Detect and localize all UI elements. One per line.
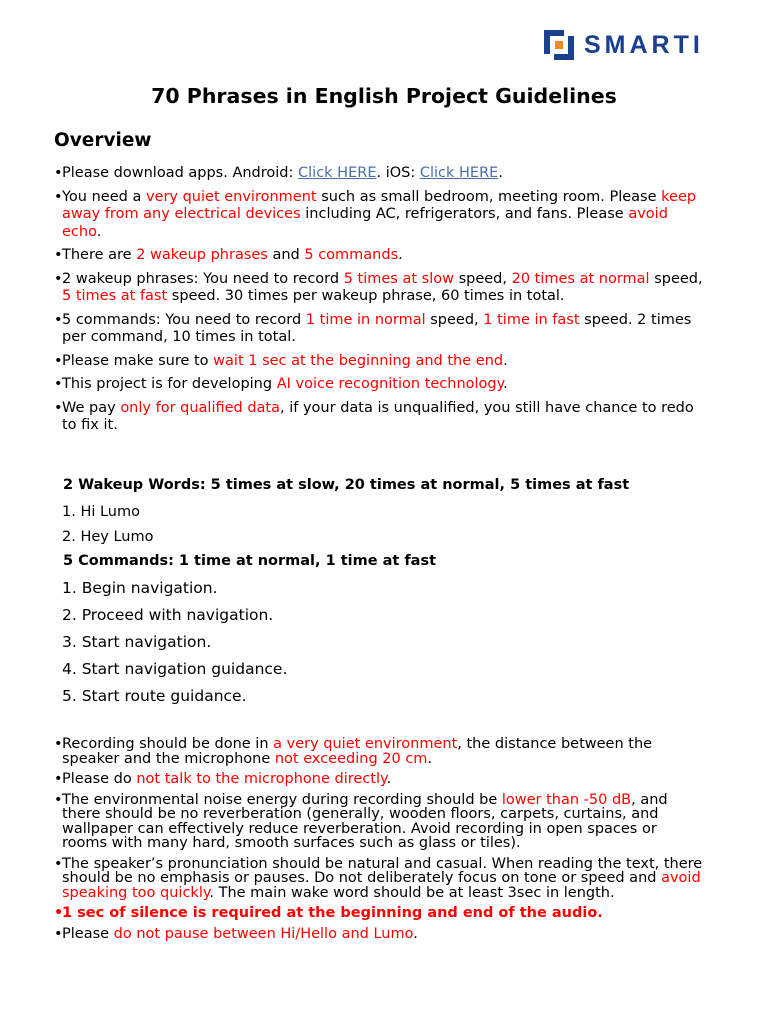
commands-heading: 5 Commands: 1 time at normal, 1 time at fast <box>63 553 437 569</box>
wakeup-words-heading: 2 Wakeup Words: 5 times at slow, 20 times at normal, 5 times at fast <box>63 477 630 493</box>
list-item: 4. Start navigation guidance. <box>62 660 288 678</box>
bullet-quiet-environment: • You need a very quiet environment such as small bedroom, meeting room. Please keep away from any electrical devices including AC, refrigerators, and fans. Please avoid echo. <box>54 189 704 242</box>
list-item: 5. Start route guidance. <box>62 687 247 705</box>
android-download-link[interactable]: Click HERE <box>298 165 377 181</box>
bullet-command-recording: • 5 commands: You need to record 1 time in normal speed, 1 time in fast speed. 2 times per command, 10 times in total. <box>54 312 704 347</box>
page-title: 70 Phrases in English Project Guidelines <box>151 84 617 108</box>
list-item: 1. Hi Lumo <box>62 504 140 520</box>
bullet-project-purpose: • This project is for developing AI voice recognition technology. <box>54 376 704 394</box>
overview-heading: Overview <box>54 130 152 151</box>
bullet-phrase-count: • There are 2 wakeup phrases and 5 commands. <box>54 247 704 265</box>
list-item: 1. Begin navigation. <box>62 579 218 597</box>
bullet-wait-sec: • Please make sure to wait 1 sec at the beginning and the end. <box>54 353 704 371</box>
logo-mark-icon <box>542 28 576 62</box>
bullet-payment: • We pay only for qualified data, if your data is unqualified, you still have chance to redo to fix it. <box>54 400 704 435</box>
overview-bullet-list <box>54 165 704 441</box>
ios-download-link[interactable]: Click HERE <box>419 165 499 181</box>
smarti-logo <box>542 28 704 62</box>
rule-no-pause: • Please do not pause between Hi/Hello and Lumo. <box>54 927 704 942</box>
bullet-download-apps: • Please download apps. Android: Click HERE. iOS: Click HERE. <box>54 165 704 183</box>
list-item: 3. Start navigation. <box>62 633 212 651</box>
recording-rules-list <box>54 737 704 947</box>
logo-text: SMARTI <box>584 30 704 59</box>
wakeup-words-list <box>62 500 153 550</box>
bullet-wakeup-recording: • 2 wakeup phrases: You need to record 5 times at slow speed, 20 times at normal speed, 5 times at fast speed. 30 times per wakeup phrase, 60 times in total. <box>54 271 704 306</box>
list-item: 2. Hey Lumo <box>62 529 154 545</box>
list-item: 2. Proceed with navigation. <box>62 606 274 624</box>
commands-list <box>62 575 287 710</box>
rule-noise-energy: • The environmental noise energy during recording should be lower than -50 dB, and there should be no reverberation (generally, wooden floors, carpets, curtains, and wallpaper can effectively reduce reverberation. Avoid recording in open spaces or rooms with many hard, smooth surfaces such as glass or tiles). <box>54 793 704 851</box>
rule-silence: • 1 sec of silence is required at the beginning and end of the audio. <box>54 906 704 921</box>
rule-pronunciation: • The speaker’s pronunciation should be natural and casual. When reading the text, there should be no emphasis or pauses. Do not deliberately focus on tone or speed and avoid speaking too quickly. The main wake word should be at least 3sec in length. <box>54 857 704 901</box>
rule-quiet-environment: • Recording should be done in a very quiet environment, the distance between the speaker and the microphone not exceeding 20 cm. <box>54 737 704 766</box>
rule-no-direct-talk: • Please do not talk to the microphone directly. <box>54 772 704 787</box>
